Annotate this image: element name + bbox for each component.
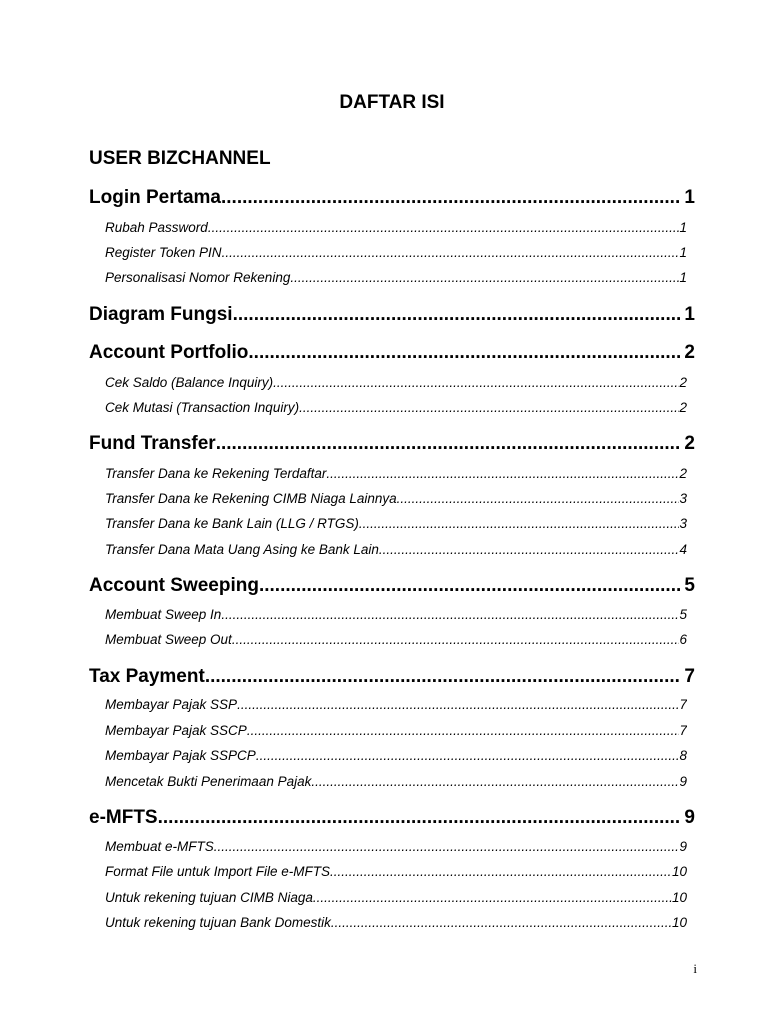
toc-leader-dots xyxy=(222,245,680,260)
toc-entry-label: Membuat Sweep Out xyxy=(105,632,232,647)
toc-entry-page: 5 xyxy=(684,575,695,596)
toc-subentry[interactable] xyxy=(105,864,687,879)
toc-entry-label: Tax Payment xyxy=(89,666,205,687)
toc-subentry[interactable] xyxy=(105,466,687,481)
toc-entry-page: 7 xyxy=(679,697,687,712)
toc-leader-dots xyxy=(247,723,680,738)
toc-subentry[interactable] xyxy=(105,220,687,235)
toc-entry-page: 3 xyxy=(679,516,687,531)
toc-subentry[interactable] xyxy=(105,516,687,531)
toc-entry[interactable] xyxy=(89,575,695,597)
toc-entry-label: Membuat Sweep In xyxy=(105,607,222,622)
toc-entry-page: 8 xyxy=(679,748,687,763)
toc-subentry[interactable] xyxy=(105,491,687,506)
toc-leader-dots xyxy=(208,220,680,235)
toc-leader-dots xyxy=(233,304,681,326)
toc-leader-dots xyxy=(311,774,679,789)
page-title: DAFTAR ISI xyxy=(339,92,445,113)
toc-subentry[interactable] xyxy=(105,890,687,905)
toc-leader-dots xyxy=(273,375,679,390)
toc-leader-dots xyxy=(214,839,680,854)
toc-entry-label: Mencetak Bukti Penerimaan Pajak xyxy=(105,774,312,789)
toc-leader-dots xyxy=(259,575,680,597)
toc-subentry[interactable] xyxy=(105,245,687,260)
toc-entry-label: Account Sweeping xyxy=(89,575,259,596)
toc-entry-page: 9 xyxy=(679,774,687,789)
toc-entry-label: Format File untuk Import File e-MFTS xyxy=(105,864,331,879)
toc-entry-label: Untuk rekening tujuan CIMB Niaga xyxy=(105,890,313,905)
toc-entry-page: 2 xyxy=(684,342,695,363)
toc-entry-label: Transfer Dana ke Rekening Terdaftar xyxy=(105,466,327,481)
toc-subentry[interactable] xyxy=(105,774,687,789)
toc-entry[interactable] xyxy=(89,187,695,209)
toc-entry[interactable] xyxy=(89,807,695,829)
toc-section-heading: USER BIZCHANNEL xyxy=(89,148,271,169)
toc-entry[interactable] xyxy=(89,342,695,364)
toc-entry-label: Diagram Fungsi xyxy=(89,304,233,325)
toc-entry-page: 5 xyxy=(679,607,687,622)
toc-leader-dots xyxy=(256,748,680,763)
toc-entry-page: 1 xyxy=(679,270,687,285)
toc-leader-dots xyxy=(290,270,679,285)
toc-subentry[interactable] xyxy=(105,607,687,622)
toc-subentry[interactable] xyxy=(105,723,687,738)
toc-leader-dots xyxy=(331,915,672,930)
toc-entry-page: 10 xyxy=(671,864,687,879)
toc-entry-page: 1 xyxy=(679,245,687,260)
page-number: i xyxy=(693,961,697,976)
toc-entry-label: Membayar Pajak SSCP xyxy=(105,723,247,738)
toc-entry-label: Cek Saldo (Balance Inquiry) xyxy=(105,375,274,390)
toc-leader-dots xyxy=(400,491,679,506)
toc-subentry[interactable] xyxy=(105,400,687,415)
toc-entry[interactable] xyxy=(89,666,695,688)
toc-entry-page: 1 xyxy=(684,187,695,208)
toc-entry[interactable] xyxy=(89,304,695,326)
toc-entry-page: 7 xyxy=(684,666,695,687)
toc-entry-page: 1 xyxy=(679,220,687,235)
toc-entry-page: 2 xyxy=(679,466,687,481)
toc-subentry[interactable] xyxy=(105,542,687,557)
toc-entry-label: Cek Mutasi (Transaction Inquiry) xyxy=(105,400,300,415)
toc-entry-label: Membayar Pajak SSP xyxy=(105,697,238,712)
toc-leader-dots xyxy=(237,697,679,712)
toc-leader-dots xyxy=(221,607,679,622)
toc-leader-dots xyxy=(221,187,680,209)
toc-leader-dots xyxy=(205,666,681,688)
toc-entry-page: 2 xyxy=(684,433,695,454)
toc-leader-dots xyxy=(248,342,680,364)
toc-entry-label: Register Token PIN xyxy=(105,245,222,260)
toc-entry-page: 2 xyxy=(679,375,687,390)
toc-entry-label: Login Pertama xyxy=(89,187,221,208)
toc-subentry[interactable] xyxy=(105,270,687,285)
toc-entry-page: 6 xyxy=(679,632,687,647)
toc-entry-page: 1 xyxy=(684,304,695,325)
toc-leader-dots xyxy=(313,890,672,905)
toc-leader-dots xyxy=(216,433,681,455)
toc-leader-dots xyxy=(158,807,681,829)
toc-entry-label: Personalisasi Nomor Rekening xyxy=(105,270,291,285)
toc-entry-label: Account Portfolio xyxy=(89,342,249,363)
toc-subentry[interactable] xyxy=(105,915,687,930)
toc-subentry[interactable] xyxy=(105,632,687,647)
toc-entry-page: 10 xyxy=(671,890,687,905)
toc-subentry[interactable] xyxy=(105,839,687,854)
toc-leader-dots xyxy=(232,632,680,647)
toc-entry-label: e-MFTS xyxy=(89,807,158,828)
toc-entry-page: 7 xyxy=(679,723,687,738)
toc-entry-label: Transfer Dana Mata Uang Asing ke Bank Lain xyxy=(105,542,379,557)
toc-leader-dots xyxy=(330,864,672,879)
toc-entry-page: 9 xyxy=(679,839,687,854)
toc-leader-dots xyxy=(326,466,679,481)
toc-entry-label: Rubah Password xyxy=(105,220,208,235)
toc-entry-page: 9 xyxy=(684,807,695,828)
toc-entry-label: Transfer Dana ke Bank Lain (LLG / RTGS) xyxy=(105,516,359,531)
toc-entry[interactable] xyxy=(89,433,695,455)
toc-subentry[interactable] xyxy=(105,697,687,712)
toc-leader-dots xyxy=(359,516,680,531)
toc-entry-label: Transfer Dana ke Rekening CIMB Niaga Lainnya. xyxy=(105,491,401,506)
toc-entry-page: 2 xyxy=(679,400,687,415)
toc-entry-label: Membuat e-MFTS xyxy=(105,839,214,854)
toc-entry-page: 10 xyxy=(671,915,687,930)
toc-entry-page: 4 xyxy=(679,542,687,557)
toc-leader-dots xyxy=(299,400,679,415)
toc-entry-label: Fund Transfer xyxy=(89,433,216,454)
toc-entry-page: 3 xyxy=(679,491,687,506)
toc-entry-label: Membayar Pajak SSPCP xyxy=(105,748,256,763)
toc-subentry[interactable] xyxy=(105,375,687,390)
toc-subentry[interactable] xyxy=(105,748,687,763)
toc-leader-dots xyxy=(379,542,680,557)
toc-entry-label: Untuk rekening tujuan Bank Domestik xyxy=(105,915,331,930)
